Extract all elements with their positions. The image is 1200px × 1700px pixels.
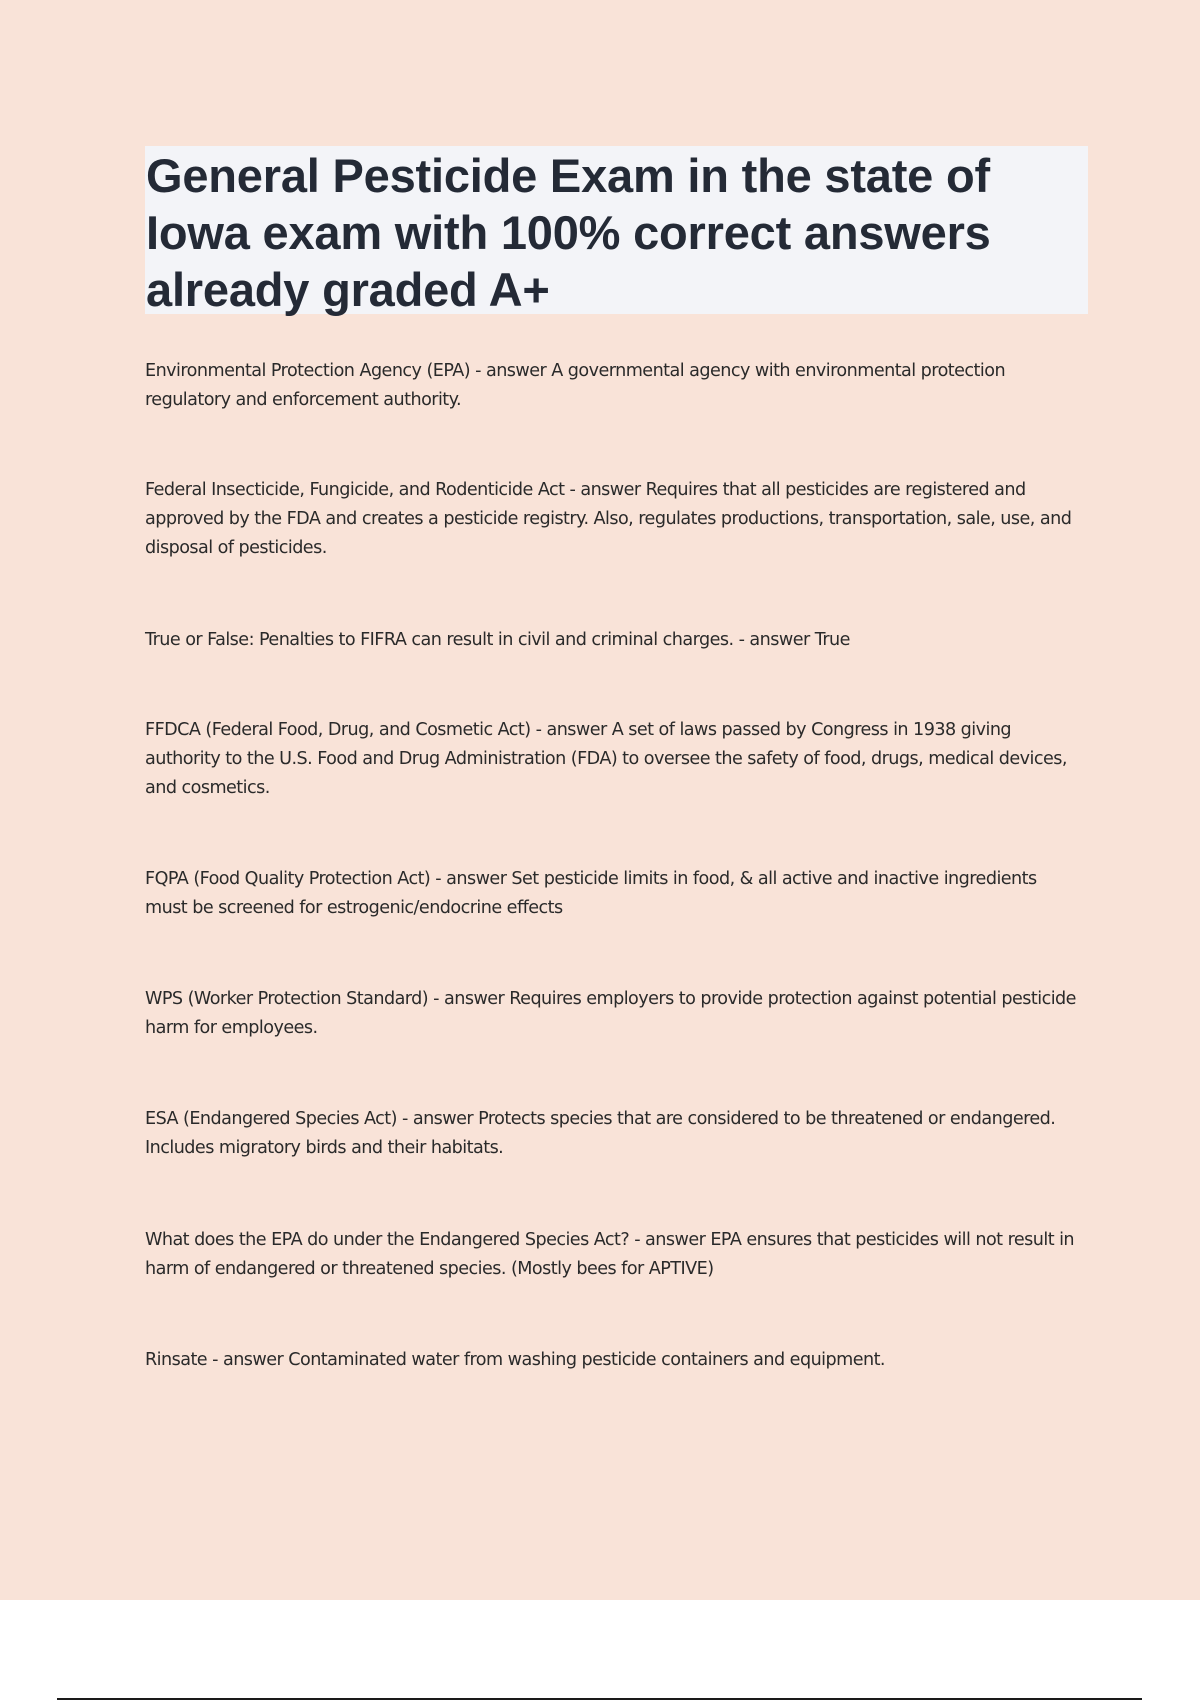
qa-entry-epa-esa: What does the EPA do under the Endangered Species Act? - answer EPA ensures that pesticides will not result in harm of endangered or threatened species. (Mostly bees for APTIVE) [145,1230,1075,1279]
qa-entry-fifra-penalties: True or False: Penalties to FIFRA can result in civil and criminal charges. - answer True [145,630,850,650]
qa-entry-epa: Environmental Protection Agency (EPA) - answer A governmental agency with environmental protection regulatory and enforcement authority. [145,361,1006,410]
qa-entry-ffdca: FFDCA (Federal Food, Drug, and Cosmetic Act) - answer A set of laws passed by Congress in 1938 giving authority to the U.S. Food and Drug Administration (FDA) to oversee the safety of food, drugs, medical devices, and cosmetics. [145,720,1067,798]
document-title: General Pesticide Exam in the state of Iowa exam with 100% correct answers already graded A+ [146,149,991,316]
qa-entry-rinsate: Rinsate - answer Contaminated water from washing pesticide containers and equipment. [145,1350,885,1370]
title-highlight [145,146,1088,314]
qa-entry-fifra: Federal Insecticide, Fungicide, and Rodenticide Act - answer Requires that all pesticides are registered and approved by the FDA and creates a pesticide registry. Also, regulates productions, transportation, sale, use, and disposal of pesticides. [145,480,1072,558]
qa-entry-wps: WPS (Worker Protection Standard) - answer Requires employers to provide protection against potential pesticide harm for employees. [145,989,1076,1038]
qa-entry-fqpa: FQPA (Food Quality Protection Act) - answer Set pesticide limits in food, & all active and inactive ingredients must be screened for estrogenic/endocrine effects [145,869,1037,918]
qa-entry-esa: ESA (Endangered Species Act) - answer Protects species that are considered to be threatened or endangered. Includes migratory birds and their habitats. [145,1109,1056,1158]
